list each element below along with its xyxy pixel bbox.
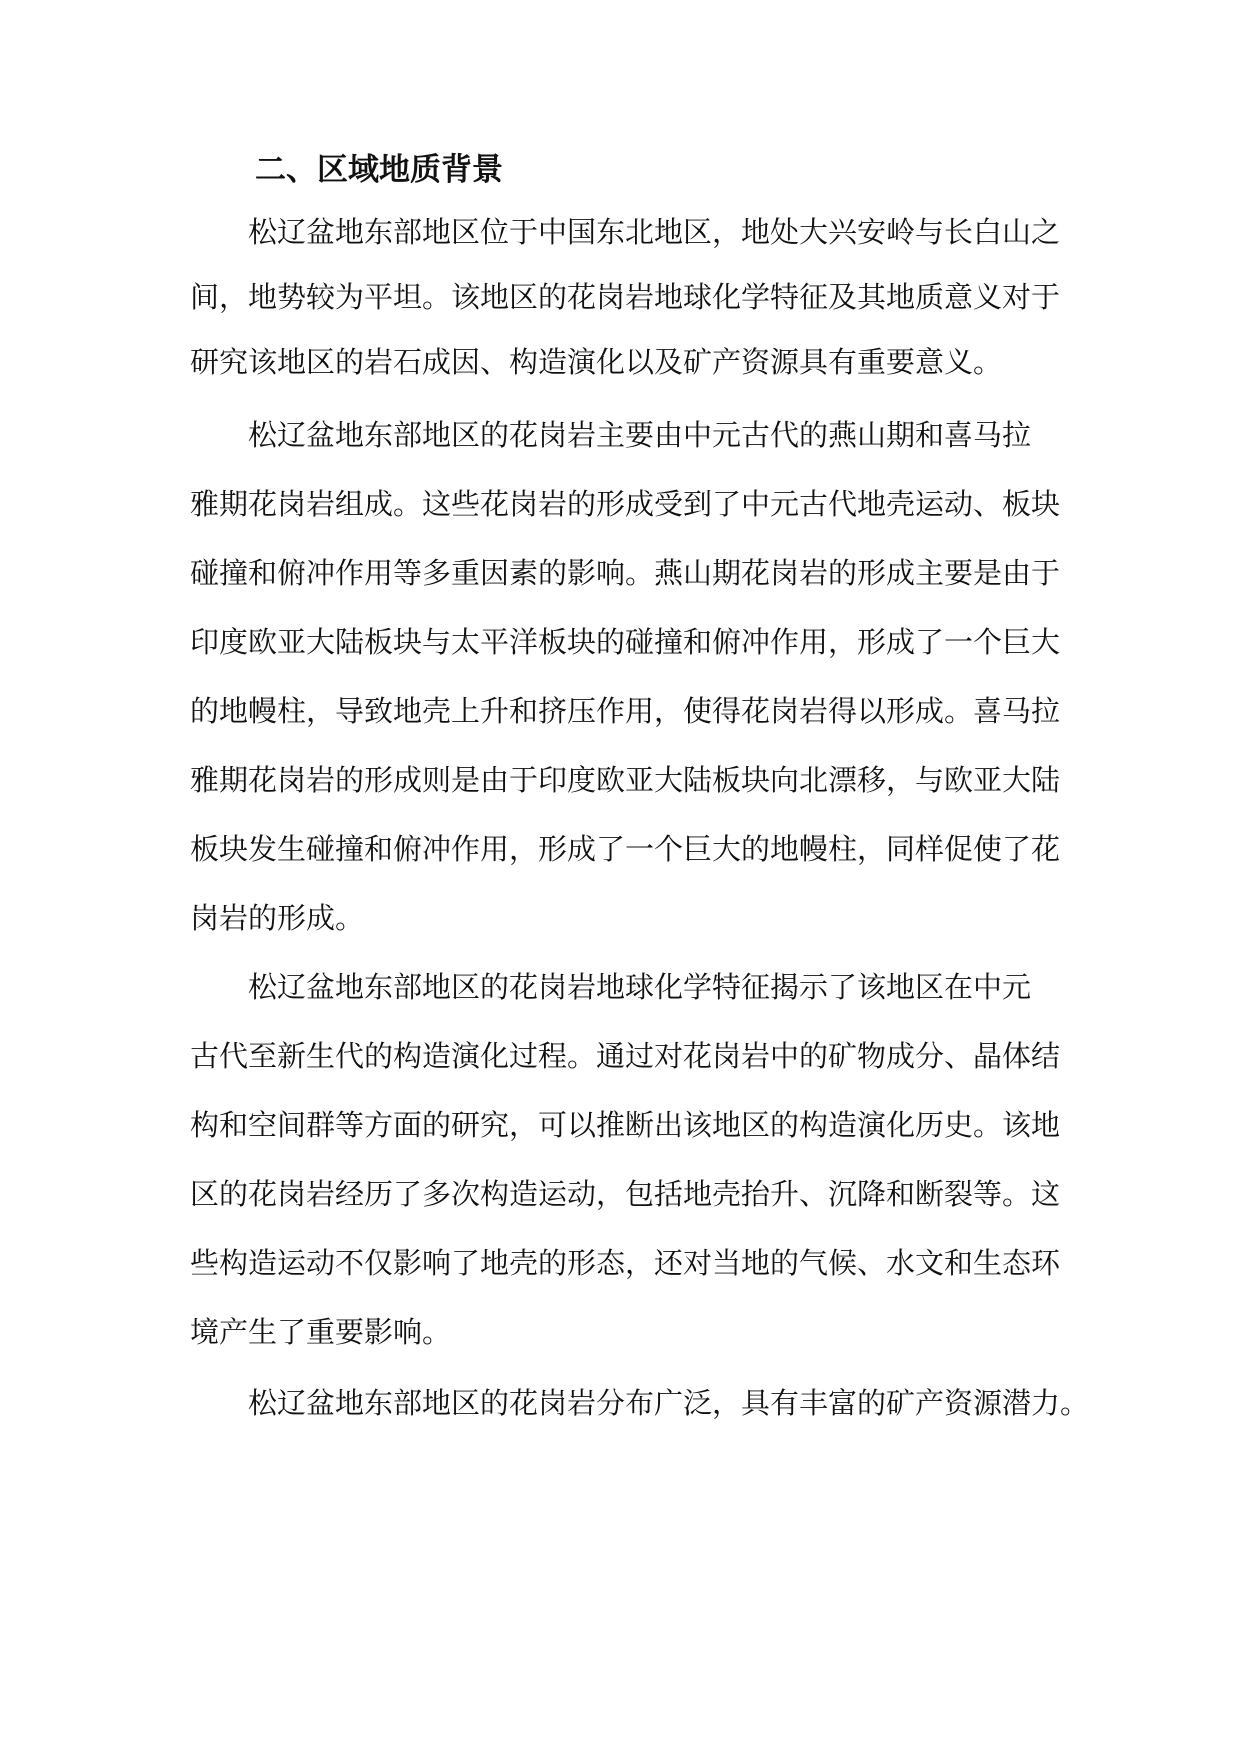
- paragraph-3-line-4: 区的花岗岩经历了多次构造运动，包括地壳抬升、沉降和断裂等。这: [190, 1177, 1061, 1211]
- paragraph-2-line-6: 雅期花岗岩的形成则是由于印度欧亚大陆板块向北漂移，与欧亚大陆: [190, 763, 1061, 797]
- paragraph-3-line-5: 些构造运动不仅影响了地壳的形态，还对当地的气候、水文和生态环: [190, 1246, 1061, 1280]
- paragraph-2-line-1: 松辽盆地东部地区的花岗岩主要由中元古代的燕山期和喜马拉: [248, 418, 1032, 452]
- paragraph-1-line-2: 间，地势较为平坦。该地区的花岗岩地球化学特征及其地质意义对于: [190, 280, 1061, 314]
- paragraph-3-line-2: 古代至新生代的构造演化过程。通过对花岗岩中的矿物成分、晶体结: [190, 1039, 1061, 1073]
- paragraph-2-line-7: 板块发生碰撞和俯冲作用，形成了一个巨大的地幔柱，同样促使了花: [190, 832, 1061, 866]
- paragraph-2-line-2: 雅期花岗岩组成。这些花岗岩的形成受到了中元古代地壳运动、板块: [190, 487, 1061, 521]
- paragraph-1-line-1: 松辽盆地东部地区位于中国东北地区，地处大兴安岭与长白山之: [248, 215, 1061, 249]
- paragraph-3-line-3: 构和空间群等方面的研究，可以推断出该地区的构造演化历史。该地: [190, 1108, 1061, 1142]
- paragraph-2-line-3: 碰撞和俯冲作用等多重因素的影响。燕山期花岗岩的形成主要是由于: [190, 556, 1061, 590]
- paragraph-2-line-4: 印度欧亚大陆板块与太平洋板块的碰撞和俯冲作用，形成了一个巨大: [190, 625, 1061, 659]
- paragraph-1-line-3: 研究该地区的岩石成因、构造演化以及矿产资源具有重要意义。: [190, 345, 1003, 379]
- paragraph-3-line-6: 境产生了重要影响。: [190, 1315, 452, 1349]
- paragraph-2-line-8: 岗岩的形成。: [190, 901, 365, 935]
- paragraph-4-line-1: 松辽盆地东部地区的花岗岩分布广泛，具有丰富的矿产资源潜力。: [248, 1386, 1090, 1420]
- paragraph-3-line-1: 松辽盆地东部地区的花岗岩地球化学特征揭示了该地区在中元: [248, 970, 1032, 1004]
- section-heading: 二、区域地质背景: [255, 152, 503, 188]
- paragraph-2-line-5: 的地幔柱，导致地壳上升和挤压作用，使得花岗岩得以形成。喜马拉: [190, 694, 1061, 728]
